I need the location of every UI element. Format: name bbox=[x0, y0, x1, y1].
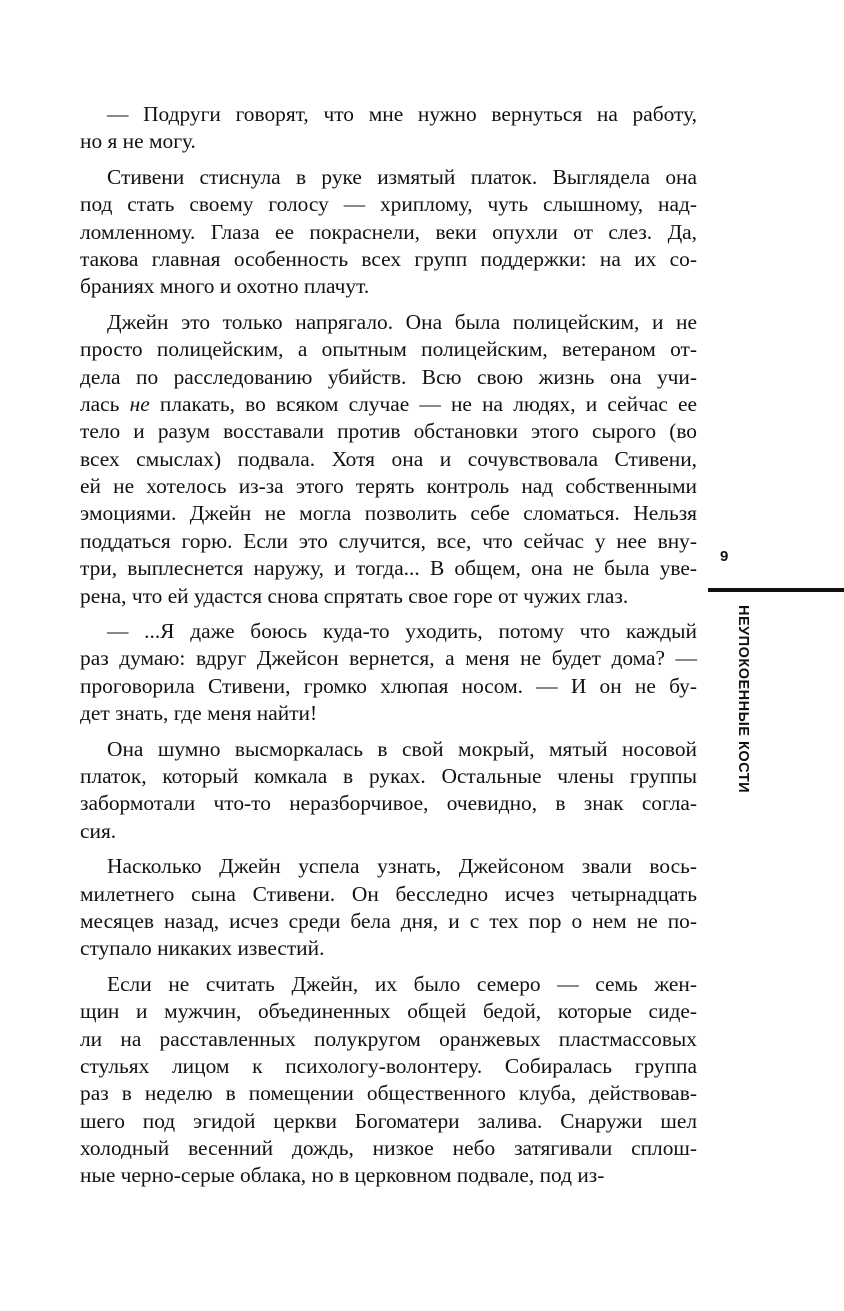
text-line: шего под эгидой церкви Богоматери залива. Снаружи шел bbox=[80, 1108, 697, 1133]
text-line: забормотали что-то неразборчивое, очевидно, в знак согла- bbox=[80, 791, 697, 816]
text-line: месяцев назад, исчез среди бела дня, и с тех пор о нем не по- bbox=[80, 908, 697, 933]
text-line: платок, который комкала в руках. Остальные члены группы bbox=[80, 763, 697, 788]
text-line: раз в неделю в помещении общественного клуба, действовав- bbox=[80, 1081, 697, 1106]
text-line: холодный весенний дождь, низкое небо затягивали сплош- bbox=[80, 1136, 697, 1161]
text-line: — Подруги говорят, что мне нужно вернуться на работу, bbox=[107, 102, 697, 126]
text-line: три, выплеснется наружу, и тогда... В общем, она не была уве- bbox=[80, 556, 697, 581]
paragraph bbox=[80, 309, 697, 610]
text-line: раз думаю: вдруг Джейсон вернется, а меня не будет дома? — bbox=[80, 646, 697, 671]
text-line: сия. bbox=[80, 818, 117, 843]
paragraph bbox=[80, 853, 697, 963]
text-line: всех смыслах) подвала. Хотя она и сочувствовала Стивени, bbox=[80, 446, 697, 471]
text-line: ные черно-серые облака, но в церковном подвале, под из- bbox=[80, 1163, 605, 1188]
text-line: Она шумно высморкалась в свой мокрый, мятый носовой bbox=[107, 736, 697, 761]
text-line: Насколько Джейн успела узнать, Джейсоном звали вось- bbox=[107, 854, 697, 879]
emphasis: не bbox=[129, 391, 150, 416]
text-line: стульях лицом к психологу-волонтеру. Собиралась группа bbox=[80, 1053, 697, 1078]
text-line: Джейн это только напрягало. Она была полицейским, и не bbox=[107, 309, 697, 334]
header-rule bbox=[708, 588, 844, 592]
text-line: но я не могу. bbox=[80, 129, 196, 154]
paragraph bbox=[80, 736, 697, 846]
text-line: дела по расследованию убийств. Всю свою жизнь она учи- bbox=[80, 364, 697, 389]
text-line: ли на расставленных полукругом оранжевых пластмассовых bbox=[80, 1026, 697, 1051]
text-line: под стать своему голосу — хриплому, чуть слышному, над- bbox=[80, 192, 697, 217]
text-line: эмоциями. Джейн не могла позволить себе сломаться. Нельзя bbox=[80, 501, 697, 526]
text-line: — ...Я даже боюсь куда-то уходить, потому что каждый bbox=[107, 619, 697, 644]
text-line: Если не считать Джейн, их было семеро — семь жен- bbox=[107, 971, 697, 996]
paragraph bbox=[80, 618, 697, 728]
body-text bbox=[80, 101, 697, 1198]
text-line: ей не хотелось из-за этого терять контроль над собственными bbox=[80, 474, 697, 499]
text-line: рена, что ей удастся снова спрятать свое горе от чужих глаз. bbox=[80, 583, 629, 608]
text-line: такова главная особенность всех групп поддержки: на их со- bbox=[80, 246, 697, 271]
text-line: ломленному. Глаза ее покраснели, веки опухли от слез. Да, bbox=[80, 219, 697, 244]
text-line: браниях много и охотно плачут. bbox=[80, 274, 370, 299]
paragraph bbox=[80, 101, 697, 156]
paragraph bbox=[80, 164, 697, 301]
text-line: ступало никаких известий. bbox=[80, 936, 325, 961]
text-line: проговорила Стивени, громко хлюпая носом. — И он не бу- bbox=[80, 673, 697, 698]
text-line: поддаться горю. Если это случится, все, что сейчас у нее вну- bbox=[80, 528, 697, 553]
page-number: 9 bbox=[720, 548, 729, 565]
text-line: щин и мужчин, объединенных общей бедой, которые сиде- bbox=[80, 999, 697, 1024]
paragraph bbox=[80, 971, 697, 1190]
text-line: просто полицейским, а опытным полицейским, ветераном от- bbox=[80, 337, 697, 362]
text-line: лась не плакать, во всяком случае — не на людях, и сейчас ее bbox=[80, 391, 697, 416]
text-line: Стивени стиснула в руке измятый платок. Выглядела она bbox=[107, 164, 697, 189]
text-line: тело и разум восставали против обстановки этого сырого (во bbox=[80, 419, 697, 444]
text-line: милетнего сына Стивени. Он бесследно исчез четырнадцать bbox=[80, 881, 697, 906]
running-title: НЕУПОКОЕННЫЕ КОСТИ bbox=[735, 605, 751, 794]
text-line: дет знать, где меня найти! bbox=[80, 701, 318, 726]
